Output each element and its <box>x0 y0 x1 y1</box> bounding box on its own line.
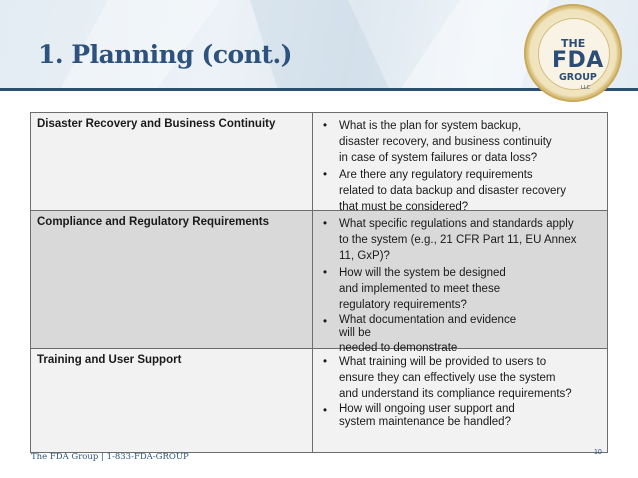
question-line: What is the plan for system backup, <box>339 120 522 132</box>
row-topic: Compliance and Regulatory Requirements <box>31 211 313 348</box>
question-line: and implemented to meet these <box>339 283 501 295</box>
row-topic: Training and User Support <box>31 349 313 452</box>
table-row <box>31 211 607 354</box>
logo-the-text: THE <box>561 37 586 50</box>
question-line: What documentation and evidence <box>339 314 517 326</box>
question-line: that must be considered? <box>339 201 469 213</box>
question-item <box>323 167 603 215</box>
question-line: What specific regulations and standards apply <box>339 218 574 230</box>
row-questions <box>313 349 607 452</box>
question-item <box>323 314 603 356</box>
logo-inner-circle <box>538 18 610 90</box>
bullet-icon: • <box>323 405 328 417</box>
logo-group-text: GROUP <box>559 72 597 83</box>
row-questions <box>313 113 607 213</box>
logo-fda-text: FDA <box>552 48 604 73</box>
question-line: needed to demonstrate <box>339 342 458 354</box>
question-line: system maintenance be handled? <box>339 416 511 428</box>
page-number: 10 <box>594 449 602 456</box>
logo-llc-text: LLC <box>581 85 591 91</box>
question-line: related to data backup and disaster recovery <box>339 185 566 197</box>
slide-title: 1. Planning (cont.) <box>38 40 292 69</box>
table-row <box>31 349 607 453</box>
fda-group-logo-seal <box>524 4 622 102</box>
question-item <box>323 354 603 402</box>
question-line: regulatory requirements? <box>339 299 467 311</box>
footer-company-info: The FDA Group | 1-833-FDA-GROUP <box>31 452 189 462</box>
question-line: Are there any regulatory requirements <box>339 169 533 181</box>
question-item <box>323 265 603 313</box>
bullet-icon: • <box>323 120 328 132</box>
question-line: and understand its compliance requirements? <box>339 388 572 400</box>
question-line: to the system (e.g., 21 CFR Part 11, EU Annex <box>339 234 577 246</box>
bullet-icon: • <box>323 169 328 181</box>
question-line: What training will be provided to users to <box>339 356 547 368</box>
question-item <box>323 216 603 264</box>
question-item <box>323 403 603 429</box>
row-topic: Disaster Recovery and Business Continuity <box>31 113 313 210</box>
question-line: 11, GxP)? <box>339 250 390 262</box>
question-line: in case of system failures or data loss? <box>339 152 538 164</box>
question-line: will be <box>339 327 371 339</box>
table-row <box>31 113 607 211</box>
bullet-icon: • <box>323 218 328 230</box>
question-line: ensure they can effectively use the system <box>339 372 556 384</box>
question-line: How will ongoing user support and <box>339 403 515 415</box>
question-line: disaster recovery, and business continuity <box>339 136 552 148</box>
row-questions <box>313 211 607 354</box>
bullet-icon: • <box>323 316 328 328</box>
bullet-icon: • <box>323 267 328 279</box>
planning-table <box>30 112 608 453</box>
question-item <box>323 118 603 166</box>
bullet-icon: • <box>323 356 328 368</box>
question-line: How will the system be designed <box>339 267 506 279</box>
